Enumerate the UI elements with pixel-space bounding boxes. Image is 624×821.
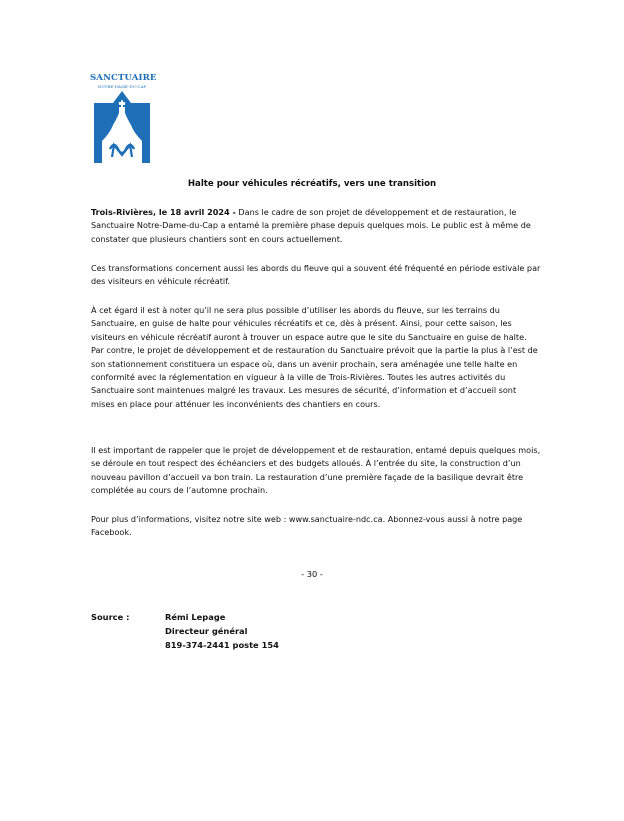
- paragraph-more-info: Pour plus d’informations, visitez notre site web : www.sanctuaire-ndc.ca. Abonnez-vous aussi à notre page Facebook.: [91, 514, 523, 538]
- end-marker: - 30 -: [301, 569, 323, 579]
- source-phone: 819-374-2441 poste 154: [165, 640, 279, 650]
- page-title: Halte pour véhicules récréatifs, vers une transition: [187, 179, 437, 189]
- church-spire-monogram-icon: [92, 91, 152, 163]
- source-role: Directeur général: [165, 626, 248, 636]
- paragraph-project-reminder: Il est important de rappeler que le projet de développement et de restauration, entamé depuis quelques mois, se déroule en tout respect des échéanciers et des budgets alloués. À l’entrée du site, la construction d’un nouveau pavillon d’accueil va bon train. La restauration d’une première façade de la basilique devrait être complétée au cours de l’automne prochain.: [91, 445, 541, 496]
- dateline: Trois-Rivières, le 18 avril 2024 -: [91, 207, 236, 217]
- sanctuaire-logo: [90, 73, 157, 163]
- source-label: Source :: [91, 612, 130, 622]
- logo-name: SANCTUAIRE: [90, 73, 157, 83]
- intro-text: Dans le cadre de son projet de développement et de restauration, le Sanctuaire Notre-Dame-du-Cap a entamé la première phase depuis quelques mois. Le public est à même de constater que plusieurs chantiers sont en cours actuellement.: [91, 207, 531, 244]
- logo-subtitle: NOTRE-DAME-DU-CAP: [97, 84, 147, 89]
- paragraph-halte-details: À cet égard il est à noter qu’il ne sera plus possible d’utiliser les abords du fleuve, sur les terrains du Sanctuaire, en guise de halte pour véhicules récréatifs et ce, dès à présent. Ainsi, pour cette saison, les visiteurs en véhicule récréatif auront à trouver un espace autre que le site du Sanctuaire en guise de halte. Par contre, le projet de développement et de restauration du Sanctuaire prévoit que la partie la plus à l’est de son stationnement constituera un espace où, dans un avenir prochain, sera aménagée une telle halte en conformité avec la réglementation en vigueur à la ville de Trois-Rivières. Toutes les autres activités du Sanctuaire sont maintenues malgré les travaux. Les mesures de sécurité, d’information et d’accueil sont mises en place pour atténuer les inconvénients des chantiers en cours.: [91, 305, 538, 409]
- source-name: Rémi Lepage: [165, 612, 226, 622]
- paragraph-intro: [91, 206, 541, 246]
- paragraph-transformations: Ces transformations concernent aussi les abords du fleuve qui a souvent été fréquenté en période estivale par des visiteurs en véhicule récréatif.: [91, 263, 541, 287]
